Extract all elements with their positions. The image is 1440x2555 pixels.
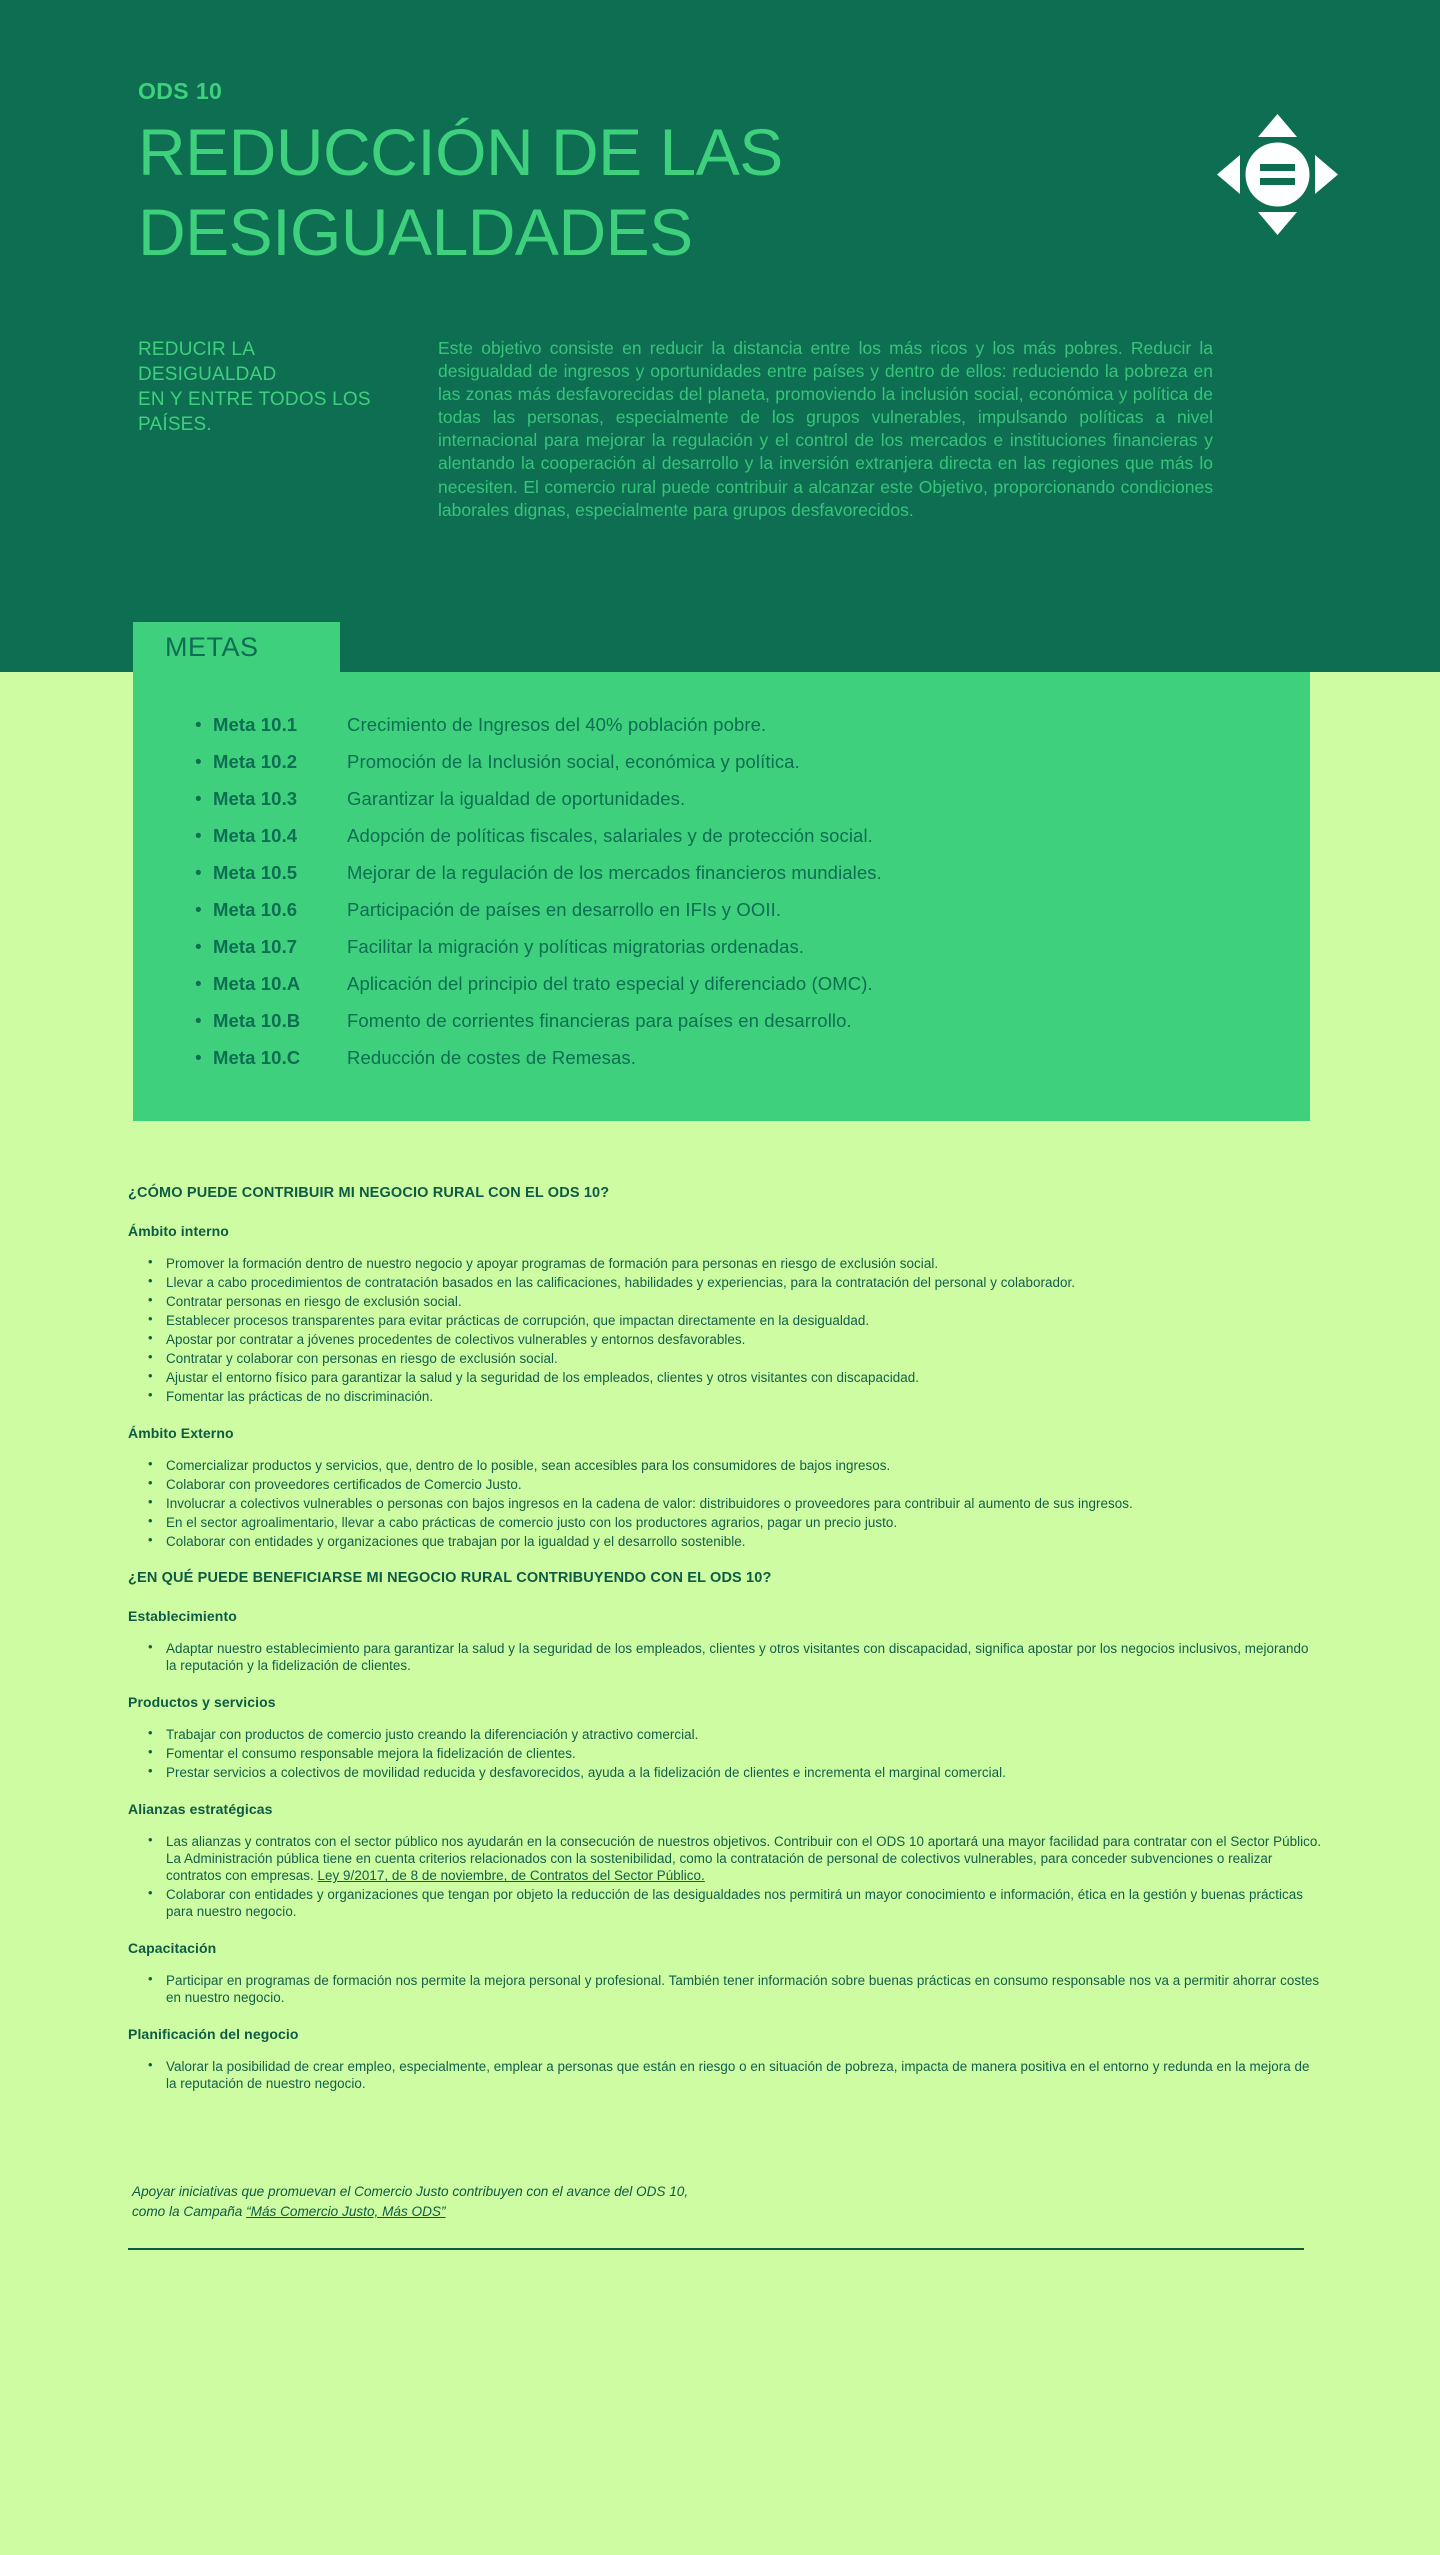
hero-subtitle-line-1: REDUCIR LA	[138, 339, 256, 360]
meta-text: Aplicación del principio del trato especial y diferenciado (OMC).	[347, 973, 873, 994]
ambito-externo-list	[128, 1457, 1322, 1550]
hero-subtitle	[138, 337, 428, 437]
beneficio-section-list	[128, 1640, 1322, 1674]
bullet-icon: •	[195, 826, 202, 847]
list-item: • Prestar servicios a colectivos de movilidad reducida y desfavorecidos, ayuda a la fidelización de clientes e incrementa el marginal comercial.	[146, 1764, 1322, 1781]
bullet-icon: •	[195, 715, 202, 736]
ods-kicker: ODS 10	[138, 78, 223, 104]
list-item: • Valorar la posibilidad de crear empleo, especialmente, emplear a personas que están en riesgo o en situación de pobreza, impacta de manera positiva en el entorno y redunda en la mejora de la reputación de nuestro negocio.	[146, 2058, 1322, 2092]
meta-row	[133, 788, 1310, 810]
list-item: • Colaborar con proveedores certificados de Comercio Justo.	[146, 1476, 1322, 1493]
list-item: • Participar en programas de formación nos permite la mejora personal y profesional. También tener información sobre buenas prácticas en consumo responsable nos va a permitir ahorrar costes en nuestro negocio.	[146, 1972, 1322, 2006]
meta-code: Meta 10.5	[213, 862, 298, 883]
meta-row	[133, 899, 1310, 921]
page-title	[138, 115, 958, 269]
metas-tab-label: METAS	[165, 631, 259, 662]
list-item: • Contratar personas en riesgo de exclusión social.	[146, 1293, 1322, 1310]
footer-spacer	[0, 2250, 1440, 2340]
meta-code: Meta 10.3	[213, 788, 298, 809]
footer-note	[132, 2182, 1440, 2221]
list-item: • Adaptar nuestro establecimiento para garantizar la salud y la seguridad de los empleados, clientes y otros visitantes con discapacidad, significa apostar por los negocios inclusivos, mejorando la reputación y la fidelización de clientes.	[146, 1640, 1322, 1674]
meta-code: Meta 10.B	[213, 1010, 301, 1031]
meta-text: Fomento de corrientes financieras para países en desarrollo.	[347, 1010, 852, 1031]
beneficio-section-list	[128, 1726, 1322, 1781]
hero-section	[0, 0, 1440, 672]
beneficiarse-heading: ¿EN QUÉ PUEDE BENEFICIARSE MI NEGOCIO RURAL CONTRIBUYENDO CON EL ODS 10?	[128, 1570, 772, 1587]
footer-note-prefix: como la Campaña	[132, 2204, 247, 2220]
beneficio-section-list	[128, 1833, 1322, 1920]
footer-note-line-2	[132, 2202, 1440, 2222]
page-title-line-2: DESIGUALDADES	[138, 195, 693, 269]
metas-panel	[133, 672, 1310, 1121]
hero-inner	[0, 0, 1440, 522]
ods10-equality-arrows-icon	[1215, 112, 1340, 237]
meta-row	[133, 1047, 1310, 1069]
meta-text: Adopción de políticas fiscales, salariales y de protección social.	[347, 825, 873, 846]
meta-code: Meta 10.2	[213, 751, 298, 772]
list-item: • Involucrar a colectivos vulnerables o personas con bajos ingresos en la cadena de valor: distribuidores o proveedores para contribuir al aumento de sus ingresos.	[146, 1495, 1322, 1512]
beneficio-section-heading: Alianzas estratégicas	[128, 1801, 273, 1818]
bullet-icon: •	[195, 900, 202, 921]
meta-row	[133, 751, 1310, 773]
metas-list	[133, 714, 1310, 1069]
list-item: • Promover la formación dentro de nuestro negocio y apoyar programas de formación para personas en riesgo de exclusión social.	[146, 1255, 1322, 1272]
bullet-icon: •	[195, 1048, 202, 1069]
meta-text: Facilitar la migración y políticas migratorias ordenadas.	[347, 936, 805, 957]
meta-row	[133, 714, 1310, 736]
bullet-icon: •	[195, 863, 202, 884]
beneficio-section-list	[128, 2058, 1322, 2092]
beneficio-section-heading: Capacitación	[128, 1940, 217, 1957]
meta-code: Meta 10.C	[213, 1047, 301, 1068]
ambito-interno-list	[128, 1255, 1322, 1405]
list-item: • Colaborar con entidades y organizaciones que trabajan por la igualdad y el desarrollo sostenible.	[146, 1533, 1322, 1550]
meta-row	[133, 973, 1310, 995]
metas-tab	[133, 622, 340, 672]
hero-subtitle-line-3: EN Y ENTRE TODOS LOS	[138, 389, 371, 411]
page-title-line-1: REDUCCIÓN DE LAS	[138, 115, 783, 189]
list-item	[146, 1833, 1322, 1884]
campaign-link[interactable]: “Más Comercio Justo, Más ODS”	[246, 2204, 446, 2220]
beneficio-sections	[128, 1608, 1322, 2092]
meta-code: Meta 10.1	[213, 714, 298, 735]
meta-text: Mejorar de la regulación de los mercados financieros mundiales.	[347, 862, 882, 883]
meta-text: Promoción de la Inclusión social, económica y política.	[347, 751, 800, 772]
meta-code: Meta 10.6	[213, 899, 298, 920]
list-item: • Fomentar el consumo responsable mejora la fidelización de clientes.	[146, 1745, 1322, 1762]
ambito-interno-heading: Ámbito interno	[128, 1223, 229, 1239]
list-item: • Comercializar productos y servicios, que, dentro de lo posible, sean accesibles para los consumidores de bajos ingresos.	[146, 1457, 1322, 1474]
list-item: • Llevar a cabo procedimientos de contratación basados en las calificaciones, habilidades y experiencias, para la contratación del personal y colaborador.	[146, 1274, 1322, 1291]
meta-row	[133, 1010, 1310, 1032]
meta-row	[133, 825, 1310, 847]
list-item: • Establecer procesos transparentes para evitar prácticas de corrupción, que impactan directamente en la desigualdad.	[146, 1312, 1322, 1329]
hero-columns	[138, 337, 1440, 522]
list-item: • En el sector agroalimentario, llevar a cabo prácticas de comercio justo con los productores agrarios, pagar un precio justo.	[146, 1514, 1322, 1531]
list-item: • Ajustar el entorno físico para garantizar la salud y la seguridad de los empleados, clientes y otros visitantes con discapacidad.	[146, 1369, 1322, 1386]
meta-text: Reducción de costes de Remesas.	[347, 1047, 636, 1068]
bullet-icon: •	[195, 1011, 202, 1032]
bullet-icon: •	[195, 752, 202, 773]
main-content	[0, 1121, 1440, 2340]
meta-row	[133, 862, 1310, 884]
meta-text: Garantizar la igualdad de oportunidades.	[347, 788, 686, 809]
ambito-externo-heading: Ámbito Externo	[128, 1425, 234, 1442]
alianzas-text: Las alianzas y contratos con el sector público nos ayudarán en la consecución de nuestros objetivos. Contribuir con el ODS 10 aportará una mayor facilidad para contratar con el Sector Público. La Administración pública tiene en cuenta criterios relacionados con la sostenibilidad, como la contratación de personal de colectivos vulnerables, para conceder subvenciones o realizar contratos con empresas.	[166, 1834, 1322, 1884]
meta-code: Meta 10.A	[213, 973, 301, 994]
hero-subtitle-line-4: PAÍSES.	[138, 414, 212, 436]
beneficio-section-list	[128, 1972, 1322, 2006]
law-reference-link[interactable]: Ley 9/2017, de 8 de noviembre, de Contratos del Sector Público.	[317, 1868, 705, 1884]
footer	[0, 2112, 1440, 2249]
bullet-icon: •	[195, 937, 202, 958]
meta-code: Meta 10.4	[213, 825, 298, 846]
beneficio-section-heading: Productos y servicios	[128, 1694, 276, 1711]
list-item: • Contratar y colaborar con personas en riesgo de exclusión social.	[146, 1350, 1322, 1367]
list-item: • Trabajar con productos de comercio justo creando la diferenciación y atractivo comercial.	[146, 1726, 1322, 1743]
list-item: • Colaborar con entidades y organizaciones que tengan por objeto la reducción de las desigualdades nos permitirá un mayor conocimiento e información, ética en la gestión y buenas prácticas para nuestro negocio.	[146, 1886, 1322, 1920]
bullet-icon: •	[195, 789, 202, 810]
contribuir-heading: ¿CÓMO PUEDE CONTRIBUIR MI NEGOCIO RURAL CON EL ODS 10?	[128, 1185, 610, 1201]
list-item: • Apostar por contratar a jóvenes procedentes de colectivos vulnerables y entornos desfavorables.	[146, 1331, 1322, 1348]
meta-text: Participación de países en desarrollo en IFIs y OOII.	[347, 899, 782, 920]
hero-description: Este objetivo consiste en reducir la distancia entre los más ricos y los más pobres. Reducir la desigualdad de ingresos y oportunidades entre países y dentro de ellos: reduciendo la pobreza en las zonas más desfavorecidas del planeta, promoviendo la inclusión social, económica y política de todas las personas, especialmente de los grupos vulnerables, impulsando políticas a nivel internacional para mejorar la regulación y el control de los mercados e instituciones financieras y alentando la cooperación al desarrollo y la inversión extranjera directa en las regiones que más lo necesiten. El comercio rural puede contribuir a alcanzar este Objetivo, proporcionando condiciones laborales dignas, especialmente para grupos desfavorecidos.	[438, 338, 1213, 520]
footer-note-line-1: Apoyar iniciativas que promuevan el Comercio Justo contribuyen con el avance del ODS 10,	[132, 2184, 689, 2200]
beneficio-section-heading: Establecimiento	[128, 1608, 237, 1625]
list-item: • Fomentar las prácticas de no discriminación.	[146, 1388, 1322, 1405]
content-inner	[0, 1185, 1440, 2092]
meta-text: Crecimiento de Ingresos del 40% población pobre.	[347, 714, 767, 735]
beneficio-section-heading: Planificación del negocio	[128, 2026, 299, 2043]
meta-row	[133, 936, 1310, 958]
bullet-icon: •	[195, 974, 202, 995]
meta-code: Meta 10.7	[213, 936, 298, 957]
hero-subtitle-line-2: DESIGUALDAD	[138, 364, 277, 386]
